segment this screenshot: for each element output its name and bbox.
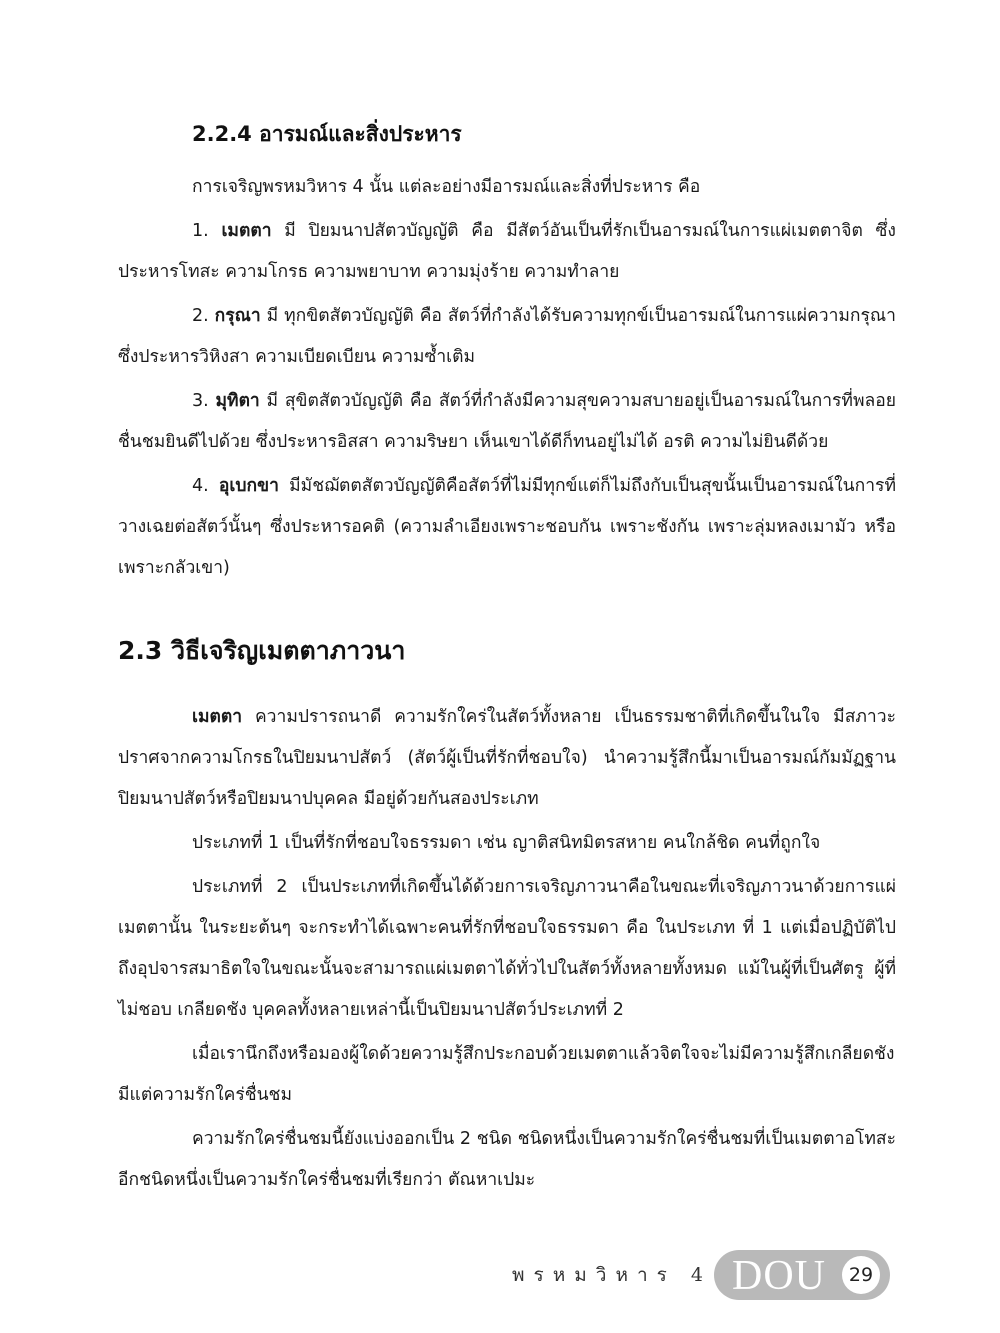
item-text: มี ปิยมนาปสัตวบัญญัติ คือ มีสัตว์อันเป็นที่รักเป็นอารมณ์ในการแผ่เมตตาจิต ซึ่งประหารโทสะ ความโกรธ ความพยาบาท ความมุ่งร้าย ความทำลาย — [118, 221, 896, 282]
type-2-paragraph: ประเภทที่ 2 เป็นประเภทที่เกิดขึ้นได้ด้วยการเจริญภาวนาคือในขณะที่เจริญภาวนาด้วยการแผ่เมตตานั้น ในระยะต้นๆ จะกระทำได้เฉพาะคนที่รักที่ชอบใจธรรมดา คือ ในประเภท ที่ 1 แต่เมื่อปฏิบัติไปถึงอุปจารสมาธิตใจในขณะนั้นจะสามารถแผ่เมตตาได้ทั่วไปในสัตว์ทั้งหลายทั้งหมด แม้ในผู้ที่เป็นศัตรู ผู้ที่ไม่ชอบ เกลียดชัง บุคคลทั้งหลายเหล่านี้เป็นปิยมนาปสัตว์ประเภทที่ 2 — [118, 877, 896, 1020]
document-page — [118, 118, 896, 1204]
section-224-intro: การเจริญพรหมวิหาร 4 นั้น แต่ละอย่างมีอารมณ์และสิ่งที่ประหาร คือ — [192, 177, 701, 197]
item-term: อุเบกขา — [218, 476, 279, 496]
item-number: 2. — [192, 306, 209, 326]
kinds-paragraph: ความรักใคร่ชื่นชมนี้ยังแบ่งออกเป็น 2 ชนิด ชนิดหนึ่งเป็นความรักใคร่ชื่นชมที่เป็นเมตตาอโทสะ อีกชนิดหนึ่งเป็นความรักใคร่ชื่นชมที่เรียกว่า ตัณหาเปมะ — [118, 1129, 896, 1190]
section-224-heading: 2.2.4 อารมณ์และสิ่งประหาร — [192, 122, 462, 146]
item-term: เมตตา — [221, 221, 272, 241]
item-number: 4. — [192, 476, 209, 496]
item-metta — [118, 211, 896, 293]
dou-logo: DOU — [732, 1253, 826, 1299]
item-text: มี ทุกขิตสัตวบัญญัติ คือ สัตว์ที่กำลังได้รับความทุกข์เป็นอารมณ์ในการแผ่ความกรุณา ซึ่งประหารวิหิงสา ความเบียดเบียน ความซ้ำเติม — [118, 306, 896, 367]
item-karuna — [118, 296, 896, 378]
type-1-paragraph: ประเภทที่ 1 เป็นที่รักที่ชอบใจธรรมดา เช่น ญาติสนิทมิตรสหาย คนใกล้ชิด คนที่ถูกใจ — [192, 833, 821, 853]
running-title: พรหมวิหาร 4 — [512, 1264, 712, 1286]
recall-paragraph: เมื่อเรานึกถึงหรือมองผู้ใดด้วยความรู้สึกประกอบด้วยเมตตาแล้วจิตใจจะไม่มีความรู้สึกเกลียดชัง มีแต่ความรักใคร่ชื่นชม — [118, 1044, 895, 1105]
item-upekkha — [118, 466, 896, 589]
item-text: มีมัชฌัตตสัตวบัญญัติคือสัตว์ที่ไม่มีทุกข์แต่ก็ไม่ถึงกับเป็นสุขนั้นเป็นอารมณ์ในการที่วางเฉยต่อสัตว์นั้นๆ ซึ่งประหารอคติ (ความลำเอียงเพราะชอบกัน เพราะชังกัน เพราะลุ่มหลงเมามัว หรือเพราะกลัวเขา) — [118, 476, 896, 578]
page-number: 29 — [842, 1256, 880, 1294]
item-term: กรุณา — [214, 306, 261, 326]
metta-definition — [118, 697, 896, 820]
dou-badge — [714, 1250, 890, 1300]
item-mudita — [118, 381, 896, 463]
item-text: มี สุขิตสัตวบัญญัติ คือ สัตว์ที่กำลังมีความสุขความสบายอยู่เป็นอารมณ์ในการที่พลอยชื่นชมยินดีไปด้วย ซึ่งประหารอิสสา ความริษยา เห็นเขาได้ดีก็ทนอยู่ไม่ได้ อรติ ความไม่ยินดีด้วย — [118, 391, 896, 452]
page-footer — [512, 1248, 902, 1304]
item-term: มุทิตา — [215, 391, 260, 411]
item-number: 3. — [192, 391, 209, 411]
definition-term: เมตตา — [192, 707, 243, 727]
definition-text: ความปรารถนาดี ความรักใคร่ในสัตว์ทั้งหลาย เป็นธรรมชาติที่เกิดขึ้นในใจ มีสภาวะปราศจากความโกรธในปิยมนาปสัตว์ (สัตว์ผู้เป็นที่รักที่ชอบใจ) นำความรู้สึกนี้มาเป็นอารมณ์กัมมัฏฐาน ปิยมนาปสัตว์หรือปิยมนาปบุคคล มีอยู่ด้วยกันสองประเภท — [118, 707, 896, 809]
item-number: 1. — [192, 221, 209, 241]
section-23-heading: 2.3 วิธีเจริญเมตตาภาวนา — [118, 636, 406, 665]
